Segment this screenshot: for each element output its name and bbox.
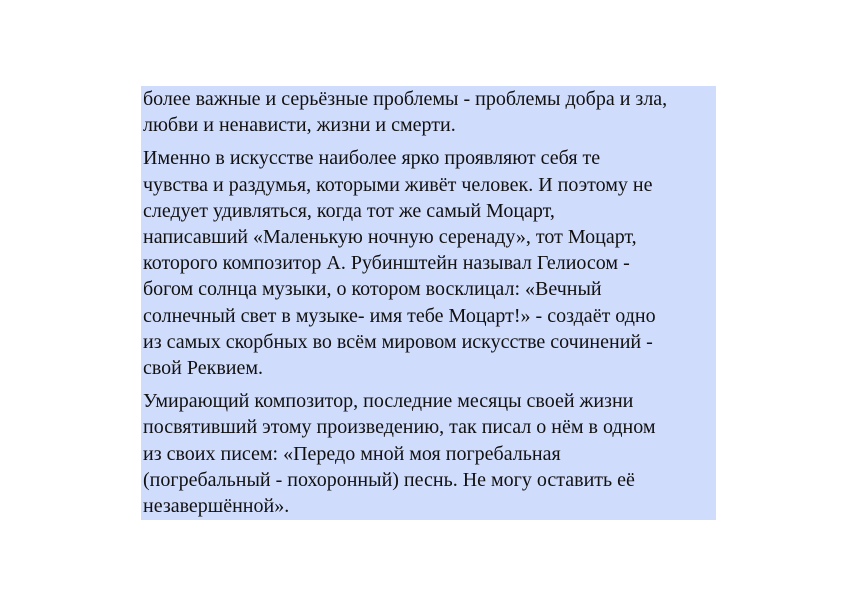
paragraph-2: Именно в искусстве наиболее ярко проявляют себя те чувства и раздумья, которыми живёт человек. И поэтому не следует удивляться, когда тот же самый Моцарт, написавший «Маленькую ночную серенаду», тот Моцарт, которого композитор А. Рубинштейн называл Гелиосом - богом солнца музыки, о котором восклицал: «Вечный солнечный свет в музыке- имя тебе Моцарт!» - создаёт одно из самых скорбных во всём мировом искусстве сочинений - свой Реквием. <box>143 147 656 380</box>
highlighted-text-block <box>141 86 716 520</box>
paragraph-3: Умирающий композитор, последние месяцы своей жизни посвятивший этому произведению, так писал о нём в одном из своих писем: «Передо мной моя погребальная (погребальный - похоронный) песнь. Не могу оставить её незавершённой». <box>143 390 656 518</box>
paragraph-1: более важные и серьёзные проблемы - проблемы добра и зла, любви и ненависти, жизни и смерти. <box>143 88 668 137</box>
